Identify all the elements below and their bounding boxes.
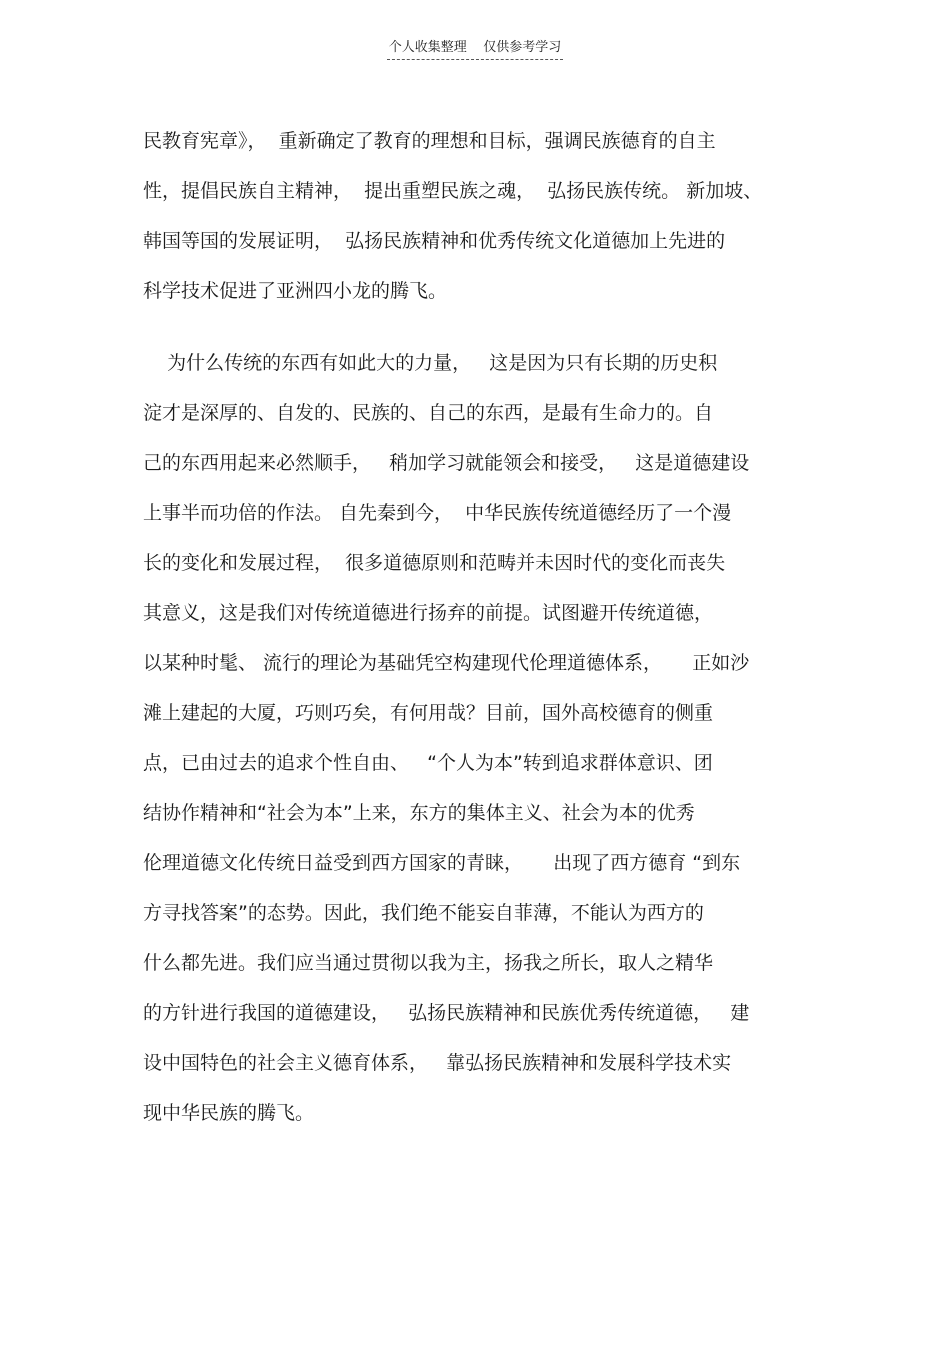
header-text: 个人收集整理 仅供参考学习	[387, 38, 564, 60]
text-line: 科学技术促进了亚洲四小龙的腾飞。	[143, 280, 448, 302]
text-line: 现中华民族的腾飞。	[143, 1102, 315, 1124]
text-line: 长的变化和发展过程， 很多道德原则和范畴并未因时代的变化而丧失	[143, 552, 726, 574]
text-line: 伦理道德文化传统日益受到西方国家的青睐， 出现了西方德育 “到东	[143, 852, 741, 874]
text-line: 为什么传统的东西有如此大的力量， 这是因为只有长期的历史积	[143, 352, 718, 374]
text-line: 的方针进行我国的道德建设， 弘扬民族精神和民族优秀传统道德， 建	[143, 1002, 750, 1024]
text-line: 以某种时髦、 流行的理论为基础凭空构建现代伦理道德体系， 正如沙	[143, 652, 750, 674]
text-line: 什么都先进。我们应当通过贯彻以我为主，扬我之所长，取人之精华	[143, 952, 714, 974]
text-line: 民教育宪章》， 重新确定了教育的理想和目标，强调民族德育的自主	[143, 130, 716, 152]
text-line: 性，提倡民族自主精神， 提出重塑民族之魂， 弘扬民族传统。 新加坡、	[143, 180, 763, 202]
text-line: 方寻找答案”的态势。因此，我们绝不能妄自菲薄，不能认为西方的	[143, 902, 704, 924]
text-line: 滩上建起的大厦，巧则巧矣，有何用哉？目前，国外高校德育的侧重	[143, 702, 714, 724]
page-header	[0, 38, 950, 60]
text-line: 淀才是深厚的、自发的、民族的、自己的东西，是最有生命力的。自	[143, 402, 714, 424]
text-line: 点，已由过去的追求个性自由、 “个人为本”转到追求群体意识、团	[143, 752, 713, 774]
text-line: 设中国特色的社会主义德育体系， 靠弘扬民族精神和发展科学技术实	[143, 1052, 732, 1074]
text-line: 己的东西用起来必然顺手， 稍加学习就能领会和接受， 这是道德建设	[143, 452, 750, 474]
text-line: 上事半而功倍的作法。 自先秦到今， 中华民族传统道德经历了一个漫	[143, 502, 732, 524]
text-line: 其意义，这是我们对传统道德进行扬弃的前提。试图避开传统道德，	[143, 602, 714, 624]
text-line: 韩国等国的发展证明， 弘扬民族精神和优秀传统文化道德加上先进的	[143, 230, 726, 252]
text-line: 结协作精神和“社会为本”上来，东方的集体主义、社会为本的优秀	[143, 802, 695, 824]
